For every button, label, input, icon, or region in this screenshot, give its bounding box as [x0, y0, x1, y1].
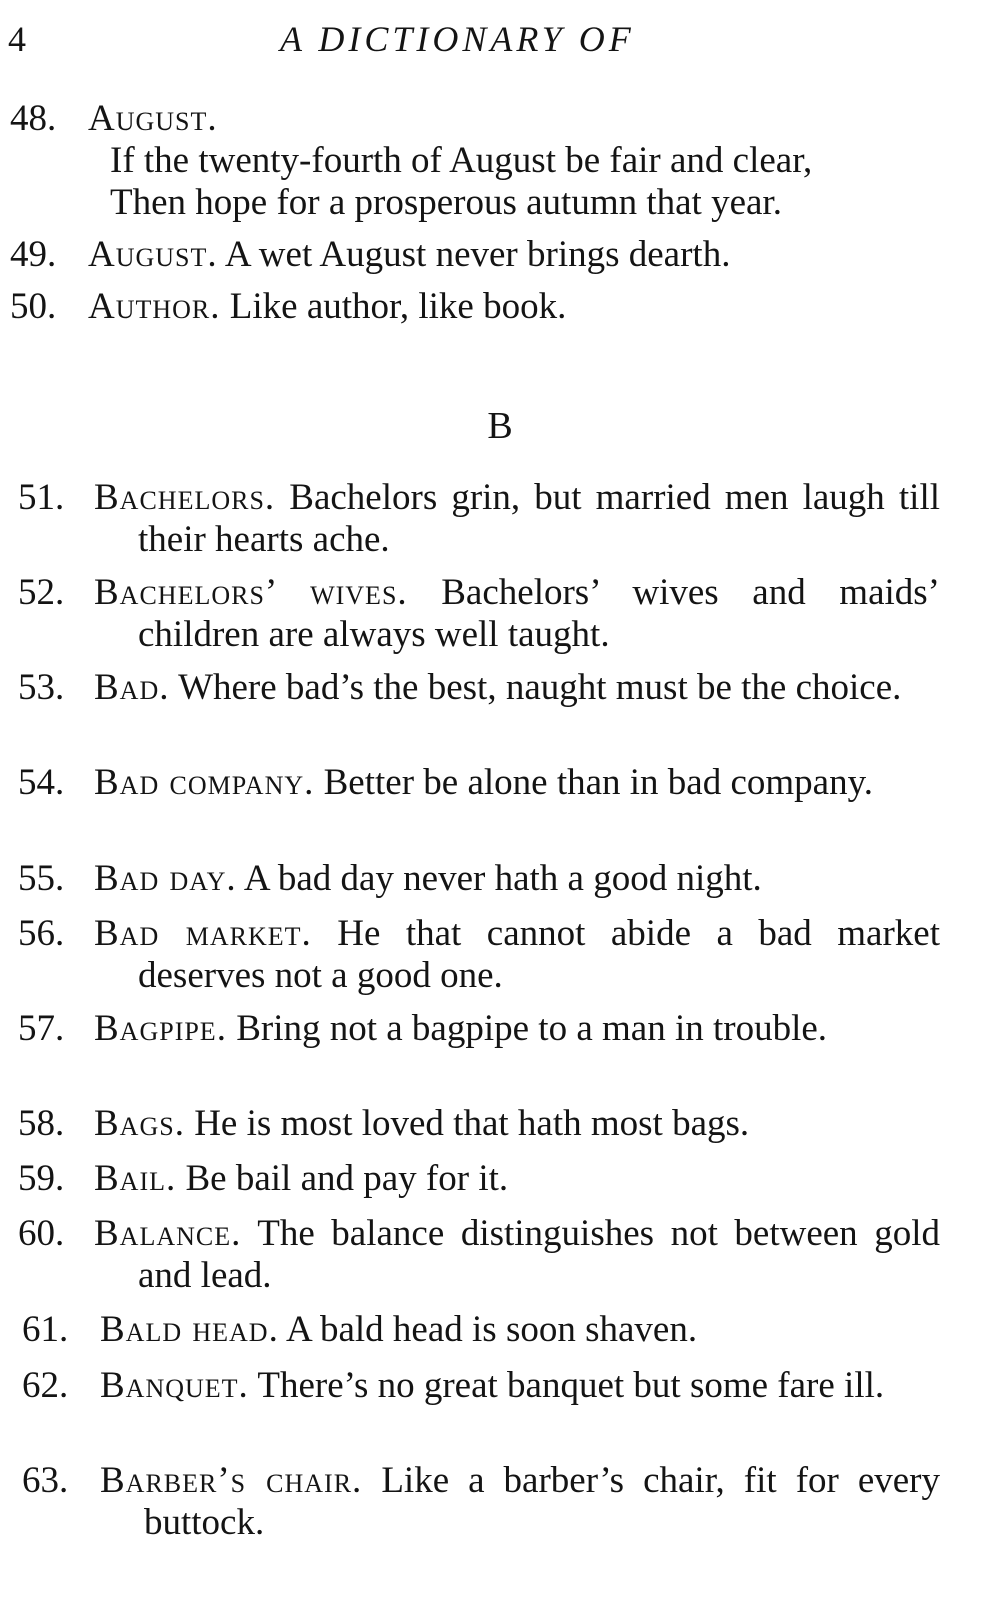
entry-number: 62.: [22, 1365, 69, 1406]
entry-text: Bachelors grin, but married men laugh till their hearts ache.: [138, 477, 941, 560]
entry-text: Like a barber’s chair, fit for every buttock.: [144, 1460, 941, 1543]
entry-headword: Bad market.: [94, 913, 312, 954]
entry-verse-line-1: If the twenty-fourth of August be fair and clear,: [110, 140, 813, 181]
entry-headword: Banquet.: [100, 1365, 249, 1406]
entry-56: [18, 913, 940, 997]
entry-text: The balance distinguishes not between gold and lead.: [138, 1213, 940, 1296]
entry-62: [22, 1365, 940, 1407]
entry-60: [18, 1213, 940, 1297]
entry-text: Better be alone than in bad company.: [323, 762, 873, 803]
entry-text: There’s no great banquet but some fare ill.: [257, 1365, 885, 1406]
entry-54: [18, 762, 940, 804]
entry-number: 54.: [18, 762, 65, 803]
entry-headword: Bail.: [94, 1158, 177, 1199]
entry-50: [10, 286, 940, 328]
entry-number: 63.: [22, 1460, 69, 1501]
entry-48: [10, 98, 940, 224]
entry-headword: Bad company.: [94, 762, 315, 803]
entry-text: Bring not a bagpipe to a man in trouble.: [236, 1008, 828, 1049]
entry-headword: Balance.: [94, 1213, 242, 1254]
entry-57: [18, 1008, 940, 1050]
entry-number: 49.: [10, 234, 57, 275]
entry-58: [18, 1103, 940, 1145]
entry-63: [22, 1460, 940, 1544]
entry-52: [18, 572, 940, 656]
entry-text: He that cannot abide a bad market deserves not a good one.: [138, 913, 940, 996]
entry-number: 53.: [18, 667, 65, 708]
entry-text: Bachelors’ wives and maids’ children are always well taught.: [138, 572, 940, 655]
entry-49: [10, 234, 940, 276]
entry-headword: Bagpipe.: [94, 1008, 227, 1049]
entry-headword: Author.: [88, 286, 221, 327]
entry-text: A bad day never hath a good night.: [243, 858, 762, 899]
entry-headword: Barber’s chair.: [100, 1460, 363, 1501]
entry-55: [18, 858, 940, 900]
entry-59: [18, 1158, 940, 1200]
entry-number: 56.: [18, 913, 65, 954]
page-header: [0, 18, 1000, 66]
entry-53: [18, 667, 940, 709]
entry-headword: August.: [88, 98, 218, 139]
entry-verse-line-2: Then hope for a prosperous autumn that year.: [110, 182, 782, 223]
entry-number: 51.: [18, 477, 65, 518]
entry-headword: Bald head.: [100, 1309, 279, 1350]
entry-number: 57.: [18, 1008, 65, 1049]
entry-headword: Bad.: [94, 667, 170, 708]
entry-number: 60.: [18, 1213, 65, 1254]
entry-headword: Bachelors’ wives.: [94, 572, 408, 613]
page-number: 4: [8, 19, 26, 59]
section-letter: B: [487, 405, 513, 447]
entry-text: A bald head is soon shaven.: [286, 1309, 698, 1350]
entry-text: Like author, like book.: [229, 286, 567, 327]
entry-text: Where bad’s the best, naught must be the choice.: [178, 667, 902, 708]
entry-text: A wet August never brings dearth.: [224, 234, 731, 275]
entry-headword: Bags.: [94, 1103, 185, 1144]
entry-number: 59.: [18, 1158, 65, 1199]
entry-number: 58.: [18, 1103, 65, 1144]
entry-headword: Bad day.: [94, 858, 237, 899]
entry-number: 52.: [18, 572, 65, 613]
entry-number: 48.: [10, 98, 57, 139]
entry-text: Be bail and pay for it.: [185, 1158, 509, 1199]
entry-headword: Bachelors.: [94, 477, 276, 518]
entry-text: He is most loved that hath most bags.: [194, 1103, 750, 1144]
entry-number: 61.: [22, 1309, 69, 1350]
entry-number: 50.: [10, 286, 57, 327]
entry-number: 55.: [18, 858, 65, 899]
running-title: A DICTIONARY OF: [280, 19, 635, 59]
entry-61: [22, 1309, 940, 1351]
entry-headword: August.: [88, 234, 218, 275]
entry-51: [18, 477, 940, 561]
